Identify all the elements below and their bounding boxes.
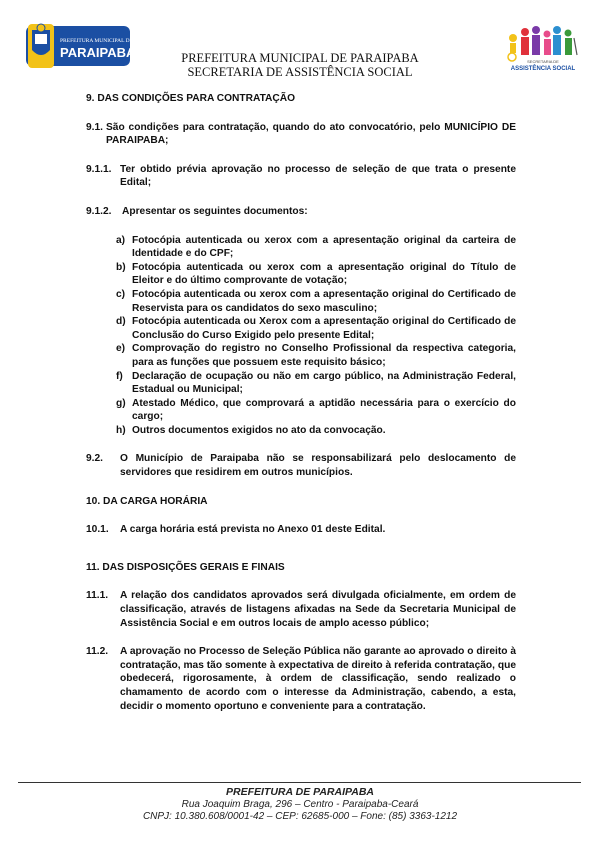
list-item-text: Declaração de ocupação ou não em cargo público, na Administração Federal, Estadual ou Municipal; [132,370,516,396]
clause-10-1 [86,523,516,537]
list-item-text: Atestado Médico, que comprovará a aptidão necessária para o exercício do cargo; [132,397,516,423]
clause-number: 11.1. [86,590,109,602]
list-item-label: h) [116,424,126,436]
clause-11-2 [86,645,516,713]
header-line-1: PREFEITURA MUNICIPAL DE PARAIPABA [181,51,419,65]
document-body [86,92,516,713]
clause-text: São condições para contratação, quando do ato convocatório, pelo MUNICÍPIO DE PARAIPABA; [106,121,516,147]
list-item-label: d) [116,316,126,328]
clause-9-1-1 [86,163,516,190]
clause-9-1-2 [86,205,516,219]
clause-number: 9.2. [86,453,103,465]
list-item-text: Outros documentos exigidos no ato da convocação. [132,424,386,436]
logo-small-text: PREFEITURA MUNICIPAL DE [60,38,130,44]
list-item-label: f) [116,370,123,382]
section-11-title: 11. DAS DISPOSIÇÕES GERAIS E FINAIS [86,561,285,573]
logo-secretaria-text: SECRETARIA DE [527,59,559,64]
section-10-title: 10. DA CARGA HORÁRIA [86,495,208,507]
list-item-label: a) [116,234,126,246]
clause-number: 9.1.2. [86,205,112,217]
list-item-label: e) [116,343,126,355]
page-footer [0,786,600,824]
footer-title: PREFEITURA DE PARAIPABA [226,786,374,798]
list-item [116,370,516,397]
assistencia-social-logo [505,20,581,76]
clause-text: Apresentar os seguintes documentos: [122,205,308,217]
clause-number: 10.1. [86,524,109,536]
footer-contact: CNPJ: 10.380.608/0001-42 – CEP: 62685-000 – Fone: (85) 3363-1212 [142,811,458,822]
list-item [116,234,516,261]
list-item [116,424,516,438]
clause-text: A carga horária está prevista no Anexo 01 deste Edital. [120,524,386,536]
section-9-title: 9. DAS CONDIÇÕES PARA CONTRATAÇÃO [86,93,296,104]
list-item-text: Comprovação do registro no Conselho Profissional da respectiva categoria, para as funções que possuem este requisito básico; [132,343,516,368]
list-item-text: Fotocópia autenticada ou Xerox com a apresentação original do Certificado de Conclusão do Curso Exigido pelo presente Edital; [132,316,516,341]
list-item [116,397,516,424]
list-item-text: Fotocópia autenticada ou xerox com a apresentação original do Título de Eleitor e do último comprovante de votação; [132,261,516,287]
list-item [116,261,516,288]
clause-11-1 [86,589,516,630]
clause-text: O Município de Paraipaba não se responsabilizará pelo deslocamento de servidores que residirem em outros municípios. [120,453,516,479]
document-list [116,234,516,438]
clause-text: A relação dos candidatos aprovados será divulgada oficialmente, em ordem de classificação, através de listagens afixadas na Sede da Secretaria Municipal de Assistência Social e em outros locais de amplo acesso público; [120,590,516,629]
clause-text: Ter obtido prévia aprovação no processo de seleção de que trata o presente Edital; [120,163,516,189]
list-item-label: b) [116,261,126,273]
list-item-text: Fotocópia autenticada ou xerox com a apresentação original da carteira de Identidade e do CPF; [132,234,516,260]
footer-divider [18,782,581,783]
clause-number: 11.2. [86,646,109,658]
prefeitura-logo [26,20,130,72]
page-header [150,51,450,79]
list-item [116,315,516,342]
list-item-label: c) [116,288,126,300]
footer-address: Rua Joaquim Braga, 296 – Centro - Paraipaba-Ceará [181,798,419,810]
list-item [116,342,516,369]
logo-main-text: PARAIPABA [60,45,130,60]
list-item-label: g) [116,397,126,409]
clause-9-2 [86,452,516,479]
clause-number: 9.1. [86,121,103,133]
list-item-text: Fotocópia autenticada ou xerox com a apresentação original do Certificado de Reservista para os candidatos do sexo masculino; [132,288,516,314]
clause-number: 9.1.1. [86,163,112,175]
clause-9-1 [86,121,516,148]
header-line-2: SECRETARIA DE ASSISTÊNCIA SOCIAL [187,65,413,79]
list-item [116,288,516,315]
clause-text: A aprovação no Processo de Seleção Pública não garante ao aprovado o direito à contratação, mas tão somente à expectativa de direito à referida contratação, que obedecerá, rigorosamente, à ordem de classificação, sendo realizado o chamamento de acordo com o interesse da Administração, cabendo, a esta, decidir o momento oportuno e conveniente para a contratação. [120,646,516,712]
logo-assistencia-text: ASSISTÊNCIA SOCIAL [510,66,576,72]
